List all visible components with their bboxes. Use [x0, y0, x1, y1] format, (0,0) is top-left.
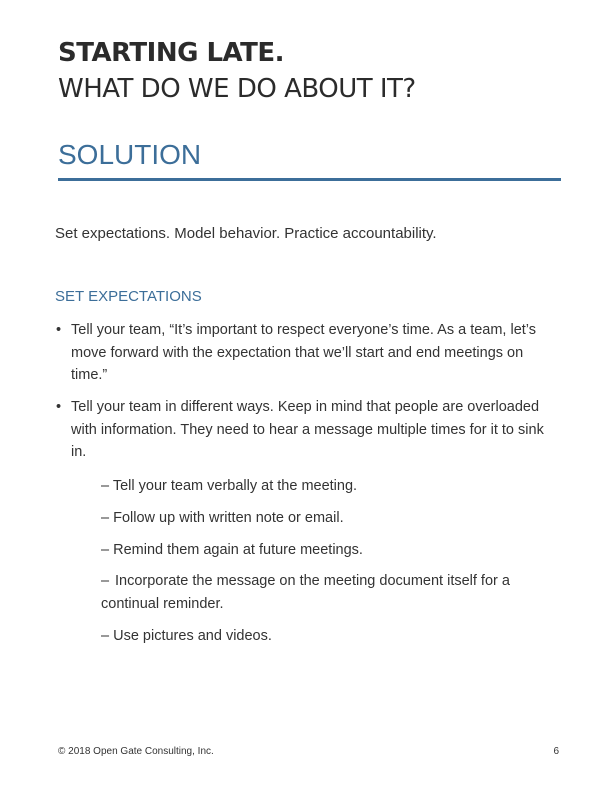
sub-item-label: Incorporate the message on the meeting document itself for a continual reminder.	[101, 573, 510, 612]
dash-glyph: –	[101, 542, 110, 558]
bullet-glyph: •	[56, 322, 62, 338]
sub-list-item	[100, 570, 550, 615]
bullet-glyph: •	[56, 399, 62, 415]
page-title-line-1: STARTING LATE.	[58, 38, 285, 68]
bullet-item	[56, 319, 556, 387]
dash-glyph: –	[101, 510, 110, 526]
bullet-item	[56, 396, 556, 464]
sub-item-text	[101, 625, 560, 648]
sub-item-label: Follow up with written note or email.	[113, 510, 344, 526]
bullet-text: Tell your team, “It’s important to respect everyone’s time. As a team, let’s move forward with the expectation that we’ll start and end meetings on time.”	[71, 322, 537, 383]
sub-item-label: Tell your team verbally at the meeting.	[112, 478, 358, 494]
sub-item-label: Use pictures and videos.	[113, 628, 272, 644]
sub-item-text	[101, 507, 560, 530]
sub-list-item	[100, 625, 560, 648]
dash-glyph: –	[101, 573, 110, 589]
sub-item-label: Remind them again at future meetings.	[113, 542, 363, 558]
sub-item-text	[101, 539, 560, 562]
dash-glyph: –	[101, 478, 110, 494]
section-divider	[58, 178, 561, 181]
subsection-heading: SET EXPECTATIONS	[55, 288, 202, 305]
sub-list-item	[100, 475, 560, 498]
bullet-text: Tell your team in different ways. Keep in mind that people are overloaded with information. They need to hear a message multiple times for it to sink in.	[71, 399, 544, 460]
sub-item-text	[101, 475, 560, 498]
footer-page-number: 6	[553, 746, 559, 757]
page-title-line-2: WHAT DO WE DO ABOUT IT?	[58, 74, 416, 104]
sub-list-item	[100, 507, 560, 530]
section-heading: SOLUTION	[58, 139, 202, 170]
intro-text: Set expectations. Model behavior. Practice accountability.	[55, 225, 437, 242]
sub-item-text	[100, 570, 550, 615]
footer-copyright: © 2018 Open Gate Consulting, Inc.	[58, 746, 214, 757]
dash-glyph: –	[101, 628, 110, 644]
sub-list-item	[100, 539, 560, 562]
